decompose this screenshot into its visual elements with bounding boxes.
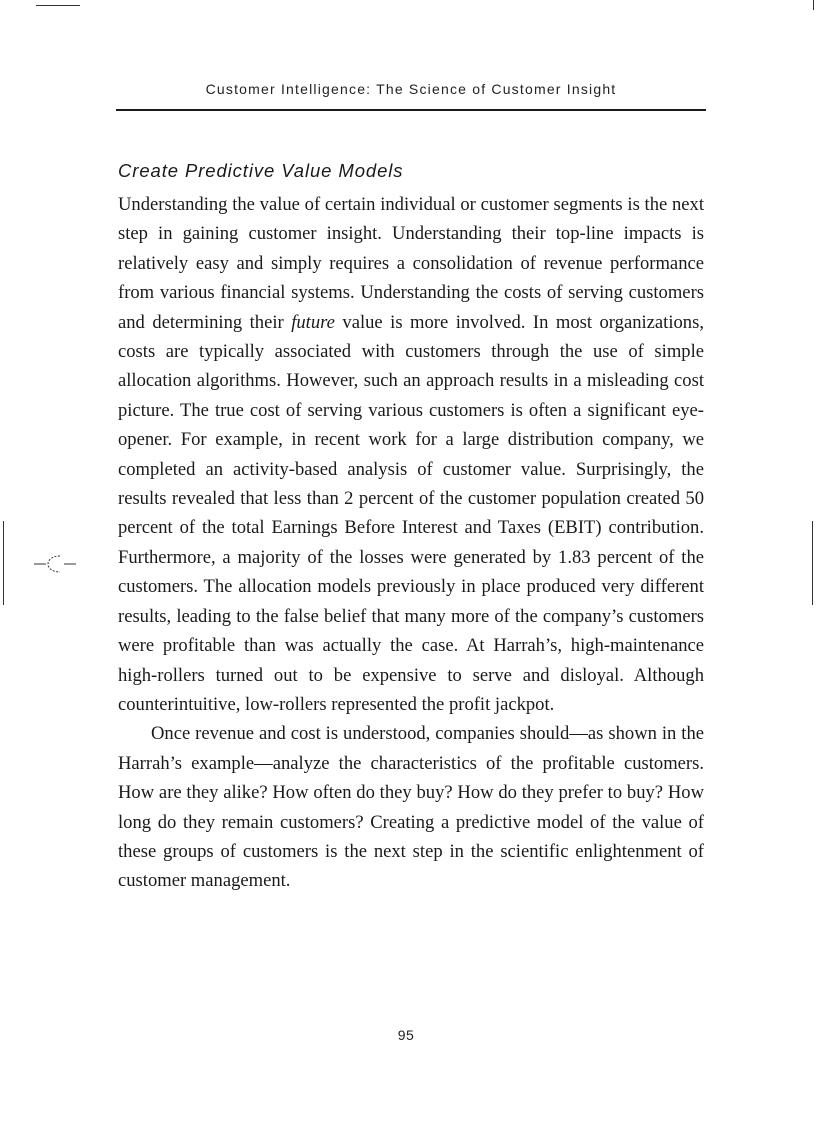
crop-mark-top-right <box>813 0 814 10</box>
crop-mark-top-left <box>36 5 80 6</box>
paragraph-1-text-start: Understanding the value of certain individual or customer segments is the next step in gaining customer insight. Understanding their top-line impacts is relatively easy and simply requires a consolidation of revenue performance from various financial systems. Understanding the costs of serving customers and determining their <box>118 194 704 333</box>
paragraph-2: Once revenue and cost is understood, companies should—as shown in the Harrah’s example—analyze the characteristics of the profitable customers. How are they alike? How often do they buy? How do they prefer to buy? How long do they remain customers? Creating a predictive model of the value of these groups of customers is the next step in the scientific enlightenment of customer management. <box>118 723 704 892</box>
binding-mark-left <box>3 521 4 605</box>
section-heading: Create Predictive Value Models <box>118 160 404 181</box>
body-text <box>118 190 704 896</box>
registration-mark-icon <box>32 553 78 575</box>
binding-mark-right <box>812 521 813 605</box>
running-head: Customer Intelligence: The Science of Customer Insight <box>205 81 617 97</box>
page-number <box>0 1027 816 1043</box>
paragraph-1 <box>118 190 704 719</box>
header-rule <box>116 109 706 111</box>
emphasis-future: future <box>291 311 335 333</box>
paragraph-1-text-end: value is more involved. In most organizations, costs are typically associated with customers through the use of simple allocation algorithms. However, such an approach results in a misleading cost picture. The true cost of serving various customers is often a significant eye-opener. For example, in recent work for a large distribution company, we completed an activity-based analysis of customer value. Surprisingly, the results revealed that less than 2 percent of the customer population created 50 percent of the total Earnings Before Interest and Taxes (EBIT) contribution. Furthermore, a majority of the losses were generated by 1.83 percent of the customers. The allocation models previously in place produced very different results, leading to the false belief that many more of the company’s customers were profitable than was actually the case. At Harrah’s, high-maintenance high-rollers turned out to be expensive to serve and disloyal. Although counterintuitive, low-rollers represented the profit jackpot. <box>118 311 704 715</box>
page-number-value: 95 <box>397 1027 415 1043</box>
